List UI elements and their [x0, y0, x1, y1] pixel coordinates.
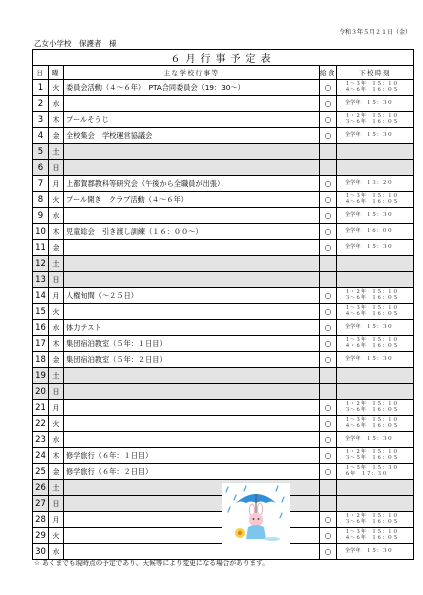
- dismissal-time: 全学年 １５：３０: [345, 355, 393, 362]
- dismissal-time: 全学年 １５：３０: [345, 323, 393, 330]
- dismissal-time: ６年 １７：３０: [345, 470, 388, 477]
- table-title: ６月行事予定表: [33, 50, 414, 66]
- dismissal-time: １〜３年 １５：１０: [345, 417, 399, 424]
- lunch-cell: ○: [320, 176, 337, 192]
- table-row: [33, 304, 414, 320]
- rain-illustration-icon: [222, 483, 290, 544]
- dismissal-time: ３〜６年 １６：０５: [345, 406, 399, 413]
- dismissal-time: １・２年 １５：１０: [345, 449, 399, 456]
- event-cell: 上都賀郡教科等研究会（午後から全職員が出張）: [64, 176, 320, 192]
- day-cell: 8: [33, 192, 49, 208]
- event-cell: プール開き クラブ活動（４〜６年）: [64, 192, 320, 208]
- dismissal-time: 全学年 １５：３０: [345, 435, 393, 442]
- day-cell: 29: [33, 528, 49, 544]
- dismissal-cell: [337, 496, 414, 512]
- weekday-cell: 月: [49, 176, 64, 192]
- table-row: [33, 432, 414, 448]
- dismissal-cell: [337, 224, 414, 240]
- dismissal-cell: [337, 192, 414, 208]
- day-cell: 21: [33, 400, 49, 416]
- dismissal-cell: [337, 512, 414, 528]
- lunch-cell: [320, 368, 337, 384]
- weekday-cell: 土: [49, 144, 64, 160]
- dismissal-time: ３〜６年 １６：０５: [345, 294, 399, 301]
- dismissal-time: １〜３年 １５：１０: [345, 337, 399, 344]
- header-day: 日: [33, 66, 49, 80]
- lunch-cell: ○: [320, 80, 337, 96]
- lunch-cell: ○: [320, 352, 337, 368]
- dismissal-time: 全学年 １３：２０: [345, 179, 393, 186]
- table-row: [33, 352, 414, 368]
- lunch-cell: ○: [320, 528, 337, 544]
- event-cell: [64, 144, 320, 160]
- day-cell: 22: [33, 416, 49, 432]
- event-cell: 委員会活動（４〜６年） PTA合同委員会（19：30〜）: [64, 80, 320, 96]
- dismissal-cell: [337, 528, 414, 544]
- dismissal-cell: [337, 464, 414, 480]
- lunch-cell: ○: [320, 336, 337, 352]
- day-cell: 4: [33, 128, 49, 144]
- weekday-cell: 金: [49, 128, 64, 144]
- dismissal-cell: [337, 272, 414, 288]
- dismissal-time: １・２年 １５：１０: [345, 289, 399, 296]
- table-row: [33, 224, 414, 240]
- lunch-cell: ○: [320, 304, 337, 320]
- lunch-cell: [320, 272, 337, 288]
- dismissal-cell: [337, 240, 414, 256]
- weekday-cell: 木: [49, 112, 64, 128]
- lunch-cell: ○: [320, 320, 337, 336]
- dismissal-cell: [337, 336, 414, 352]
- weekday-cell: 火: [49, 192, 64, 208]
- table-row: [33, 448, 414, 464]
- day-cell: 17: [33, 336, 49, 352]
- day-cell: 19: [33, 368, 49, 384]
- table-row: [33, 80, 414, 96]
- event-cell: プールそうじ: [64, 112, 320, 128]
- event-cell: 修学旅行（６年：１日目）: [64, 448, 320, 464]
- dismissal-time: ４〜６年 １６：０５: [345, 534, 399, 541]
- weekday-cell: 水: [49, 320, 64, 336]
- dismissal-cell: [337, 352, 414, 368]
- weekday-cell: 水: [49, 96, 64, 112]
- weekday-cell: 水: [49, 544, 64, 560]
- event-cell: 人権旬間（〜２５日）: [64, 288, 320, 304]
- table-row: [33, 368, 414, 384]
- day-cell: 15: [33, 304, 49, 320]
- footnote: ☆ あくまでも現時点の予定であり、天候等により変更になる場合があります。: [34, 559, 269, 567]
- event-cell: [64, 432, 320, 448]
- dismissal-time: ４〜６年 １６：０５: [345, 86, 399, 93]
- table-row: [33, 416, 414, 432]
- dismissal-cell: [337, 176, 414, 192]
- day-cell: 1: [33, 80, 49, 96]
- weekday-cell: 土: [49, 256, 64, 272]
- weekday-cell: 水: [49, 208, 64, 224]
- table-row: [33, 112, 414, 128]
- lunch-cell: [320, 144, 337, 160]
- dismissal-cell: [337, 480, 414, 496]
- dismissal-cell: [337, 544, 414, 560]
- dismissal-time: ３〜６年 １６：０５: [345, 118, 399, 125]
- dismissal-cell: [337, 112, 414, 128]
- day-cell: 13: [33, 272, 49, 288]
- dismissal-cell: [337, 160, 414, 176]
- dismissal-cell: [337, 144, 414, 160]
- weekday-cell: 火: [49, 528, 64, 544]
- header-weekday: 曜: [49, 66, 64, 80]
- event-cell: [64, 256, 320, 272]
- dismissal-cell: [337, 208, 414, 224]
- lunch-cell: [320, 160, 337, 176]
- lunch-cell: [320, 496, 337, 512]
- day-cell: 24: [33, 448, 49, 464]
- day-cell: 25: [33, 464, 49, 480]
- event-cell: 全校集会 学校運営協議会: [64, 128, 320, 144]
- dismissal-time: １・２年 １５：１０: [345, 113, 399, 120]
- weekday-cell: 日: [49, 160, 64, 176]
- lunch-cell: ○: [320, 464, 337, 480]
- table-row: [33, 336, 414, 352]
- event-cell: [64, 96, 320, 112]
- weekday-cell: 土: [49, 368, 64, 384]
- dismissal-time: 全学年 １５：３０: [345, 131, 393, 138]
- day-cell: 11: [33, 240, 49, 256]
- weekday-cell: 日: [49, 384, 64, 400]
- dismissal-cell: [337, 384, 414, 400]
- header-lunch: 給食: [320, 66, 337, 80]
- dismissal-time: 全学年 １５：３０: [345, 243, 393, 250]
- lunch-cell: ○: [320, 416, 337, 432]
- dismissal-cell: [337, 128, 414, 144]
- lunch-cell: ○: [320, 544, 337, 560]
- weekday-cell: 月: [49, 512, 64, 528]
- dismissal-time: １〜５年 １５：３０: [345, 465, 399, 472]
- event-cell: 集団宿泊教室（５年：１日目）: [64, 336, 320, 352]
- lunch-cell: ○: [320, 432, 337, 448]
- dismissal-time: １〜３年 １５：１０: [345, 305, 399, 312]
- day-cell: 26: [33, 480, 49, 496]
- dismissal-time: １〜３年 １５：１０: [345, 193, 399, 200]
- table-row: [33, 128, 414, 144]
- dismissal-cell: [337, 256, 414, 272]
- weekday-cell: 日: [49, 272, 64, 288]
- weekday-cell: 水: [49, 432, 64, 448]
- table-row: [33, 192, 414, 208]
- dismissal-time: ４〜６年 １６：０５: [345, 422, 399, 429]
- dismissal-cell: [337, 400, 414, 416]
- event-cell: 体力テスト: [64, 320, 320, 336]
- event-cell: [64, 400, 320, 416]
- dismissal-cell: [337, 432, 414, 448]
- weekday-cell: 日: [49, 496, 64, 512]
- dismissal-cell: [337, 368, 414, 384]
- dismissal-time: １・２年 １５：１０: [345, 513, 399, 520]
- weekday-cell: 木: [49, 336, 64, 352]
- day-cell: 20: [33, 384, 49, 400]
- lunch-cell: ○: [320, 224, 337, 240]
- day-cell: 10: [33, 224, 49, 240]
- rabbit-with-umbrella-illustration: [222, 483, 290, 544]
- dismissal-time: ３〜５年 １６：０５: [345, 454, 399, 461]
- weekday-cell: 月: [49, 400, 64, 416]
- dismissal-cell: [337, 288, 414, 304]
- day-cell: 12: [33, 256, 49, 272]
- dismissal-time: ４・６年 １６：０５: [345, 342, 399, 349]
- dismissal-time: ４〜６年 １６：０５: [345, 310, 399, 317]
- header-dismissal: 下校時刻: [337, 66, 414, 80]
- event-cell: [64, 272, 320, 288]
- event-cell: [64, 368, 320, 384]
- weekday-cell: 金: [49, 240, 64, 256]
- dismissal-cell: [337, 96, 414, 112]
- lunch-cell: ○: [320, 240, 337, 256]
- day-cell: 23: [33, 432, 49, 448]
- dismissal-cell: [337, 416, 414, 432]
- event-cell: [64, 160, 320, 176]
- dismissal-time: ３〜６年 １６：０５: [345, 518, 399, 525]
- day-cell: 5: [33, 144, 49, 160]
- table-row: [33, 288, 414, 304]
- lunch-cell: ○: [320, 448, 337, 464]
- table-row: [33, 256, 414, 272]
- event-cell: 修学旅行（６年：２日目）: [64, 464, 320, 480]
- dismissal-time: ４〜６年 １６：０５: [345, 198, 399, 205]
- dismissal-cell: [337, 80, 414, 96]
- event-cell: [64, 240, 320, 256]
- dismissal-time: １〜３年 １５：１０: [345, 529, 399, 536]
- dismissal-time: １〜３年 １５：１０: [345, 81, 399, 88]
- table-title-row: [33, 50, 414, 66]
- event-cell: [64, 208, 320, 224]
- event-cell: 児童総会 引き渡し訓練（１６：００〜）: [64, 224, 320, 240]
- dismissal-time: 全学年 １５：３０: [345, 99, 393, 106]
- table-header-row: [33, 66, 414, 80]
- lunch-cell: ○: [320, 192, 337, 208]
- day-cell: 28: [33, 512, 49, 528]
- dismissal-time: 全学年 １５：３０: [345, 547, 393, 554]
- table-row: [33, 320, 414, 336]
- event-cell: [64, 416, 320, 432]
- header-events: 主な学校行事等: [64, 66, 320, 80]
- weekday-cell: 金: [49, 352, 64, 368]
- day-cell: 30: [33, 544, 49, 560]
- day-cell: 18: [33, 352, 49, 368]
- lunch-cell: ○: [320, 400, 337, 416]
- table-row: [33, 144, 414, 160]
- table-row: [33, 400, 414, 416]
- weekday-cell: 火: [49, 304, 64, 320]
- weekday-cell: 木: [49, 448, 64, 464]
- lunch-cell: [320, 256, 337, 272]
- lunch-cell: ○: [320, 208, 337, 224]
- dismissal-cell: [337, 304, 414, 320]
- dismissal-time: 全学年 １６：００: [345, 227, 393, 234]
- lunch-cell: [320, 480, 337, 496]
- lunch-cell: [320, 384, 337, 400]
- table-row: [33, 96, 414, 112]
- event-cell: [64, 384, 320, 400]
- dismissal-cell: [337, 320, 414, 336]
- dismissal-cell: [337, 448, 414, 464]
- lunch-cell: ○: [320, 512, 337, 528]
- table-row: [33, 160, 414, 176]
- weekday-cell: 土: [49, 480, 64, 496]
- dismissal-time: １・２年 １５：１０: [345, 401, 399, 408]
- dismissal-time: 全学年 １５：３０: [345, 211, 393, 218]
- day-cell: 9: [33, 208, 49, 224]
- table-row: [33, 384, 414, 400]
- day-cell: 7: [33, 176, 49, 192]
- lunch-cell: ○: [320, 112, 337, 128]
- day-cell: 6: [33, 160, 49, 176]
- issue-date: 令和３年５月２１日（金）: [338, 29, 411, 36]
- table-row: [33, 176, 414, 192]
- lunch-cell: ○: [320, 128, 337, 144]
- event-cell: [64, 304, 320, 320]
- day-cell: 16: [33, 320, 49, 336]
- event-cell: 集団宿泊教室（５年：２日目）: [64, 352, 320, 368]
- table-row: [33, 208, 414, 224]
- weekday-cell: 金: [49, 464, 64, 480]
- weekday-cell: 火: [49, 416, 64, 432]
- weekday-cell: 木: [49, 224, 64, 240]
- lunch-cell: ○: [320, 288, 337, 304]
- day-cell: 3: [33, 112, 49, 128]
- table-row: [33, 272, 414, 288]
- table-row: [33, 464, 414, 480]
- table-row: [33, 240, 414, 256]
- weekday-cell: 月: [49, 288, 64, 304]
- addressee: 乙女小学校 保護者 様: [34, 39, 117, 48]
- day-cell: 2: [33, 96, 49, 112]
- day-cell: 27: [33, 496, 49, 512]
- day-cell: 14: [33, 288, 49, 304]
- weekday-cell: 火: [49, 80, 64, 96]
- lunch-cell: ○: [320, 96, 337, 112]
